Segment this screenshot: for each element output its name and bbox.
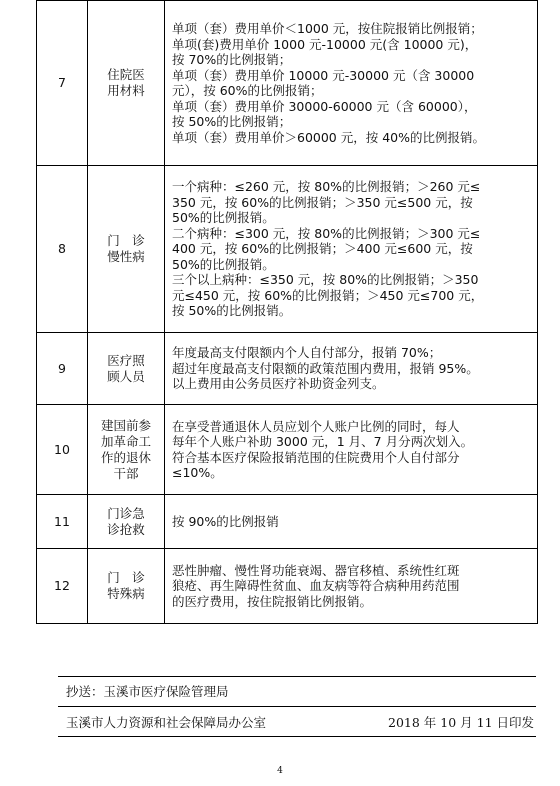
category-line: 门 诊: [107, 233, 145, 248]
description-line: 三个以上病种：≤350 元，按 80%的比例报销；＞350: [172, 272, 479, 288]
category-line: 门 诊: [107, 570, 145, 585]
category-line: 住院医: [107, 67, 145, 82]
description-line: 50%的比例报销。: [172, 256, 275, 272]
row-category: [88, 333, 165, 405]
description-line: 单项（套）费用单价＞60000 元，按 40%的比例报销。: [172, 129, 485, 145]
issue-date: 2018 年 10 月 11 日印发: [388, 715, 534, 730]
issuing-office: 玉溪市人力资源和社会保障局办公室: [66, 715, 267, 730]
table-row: [37, 495, 538, 549]
description-line: 恶性肿瘤、慢性肾功能衰竭、器官移植、系统性红斑: [172, 562, 460, 578]
table-row: [37, 166, 538, 333]
description-line: 单项（套）费用单价＜1000 元，按住院报销比例报销；: [172, 21, 483, 36]
row-description: [165, 549, 538, 624]
category-line: 门诊急: [107, 505, 145, 521]
description-line: 超过年度最高支付限额的政策范围内费用，报销 95%。: [172, 360, 479, 376]
description-line: 按 90%的比例报销: [172, 513, 279, 529]
description-line: 按 50%的比例报销；: [172, 114, 292, 129]
cc-recipient: 抄送：玉溪市医疗保险管理局: [66, 684, 229, 699]
description-line: 按 70%的比例报销；: [172, 52, 292, 67]
page-number: 4: [277, 766, 283, 776]
row-description: [165, 333, 538, 405]
row-number: 11: [37, 495, 88, 549]
description-line: 一个病种：≤260 元，按 80%的比例报销；＞260 元≤: [172, 179, 481, 195]
category-line: 顾人员: [107, 368, 145, 384]
category-line: 建国前参: [100, 417, 151, 433]
category-line: 加革命工: [100, 433, 151, 449]
row-description: [165, 166, 538, 333]
description-line: 以上费用由公务员医疗补助资金列支。: [172, 376, 385, 392]
description-line: 的医疗费用，按住院报销比例报销。: [172, 593, 373, 609]
row-number: 7: [37, 1, 88, 166]
table-row: [37, 549, 538, 624]
table-row: [37, 1, 538, 166]
divider: [58, 676, 536, 677]
row-number: 8: [37, 166, 88, 333]
description-line: 元），按 60%的比例报销；: [172, 83, 323, 98]
category-line: 作的退休: [100, 449, 151, 465]
reimbursement-table: [36, 0, 538, 624]
row-description: [165, 405, 538, 495]
category-line: 慢性病: [107, 249, 145, 264]
description-line: 按 50%的比例报销。: [172, 303, 292, 319]
row-category: [88, 166, 165, 333]
description-line: 元≤450 元，按 60%的比例报销；＞450 元≤700 元，: [172, 287, 484, 303]
row-number: 12: [37, 549, 88, 624]
row-category: [88, 495, 165, 549]
category-line: 用材料: [107, 83, 145, 98]
row-category: [88, 549, 165, 624]
description-line: 年度最高支付限额内个人自付部分，报销 70%；: [172, 345, 442, 361]
description-line: 350 元，按 60%的比例报销；＞350 元≤500 元，按: [172, 194, 473, 210]
row-description: [165, 495, 538, 549]
category-line: 特殊病: [107, 586, 145, 601]
row-category: [88, 1, 165, 166]
row-number: 9: [37, 333, 88, 405]
description-line: 单项（套）费用单价 10000 元-30000 元（含 30000: [172, 67, 475, 83]
row-number: 10: [37, 405, 88, 495]
category-line: 诊抢救: [107, 521, 145, 537]
description-line: 在享受普通退休人员应划个人账户比例的同时，每人: [172, 418, 460, 434]
table-row: [37, 405, 538, 495]
category-line: 干部: [113, 465, 139, 481]
divider: [58, 706, 536, 707]
row-description: [165, 1, 538, 166]
table-row: [37, 333, 538, 405]
description-line: 单项(套)费用单价 1000 元-10000 元(含 10000 元)，: [172, 36, 478, 52]
description-line: 狼疮、再生障碍性贫血、血友病等符合病种用药范围: [172, 578, 460, 594]
divider: [58, 736, 536, 737]
row-category: [88, 405, 165, 495]
category-line: 医疗照: [107, 352, 145, 368]
description-line: 每年个人账户补助 3000 元，1 月、7 月分两次划入。: [172, 434, 474, 449]
description-line: 单项（套）费用单价 30000-60000 元（含 60000），: [172, 98, 477, 114]
description-line: 400 元，按 60%的比例报销；＞400 元≤600 元，按: [172, 241, 473, 257]
description-line: 50%的比例报销。: [172, 210, 275, 226]
description-line: 符合基本医疗保险报销范围的住院费用个人自付部分: [172, 449, 460, 465]
description-line: ≤10%。: [172, 465, 223, 480]
description-line: 二个病种：≤300 元，按 80%的比例报销；＞300 元≤: [172, 225, 481, 241]
